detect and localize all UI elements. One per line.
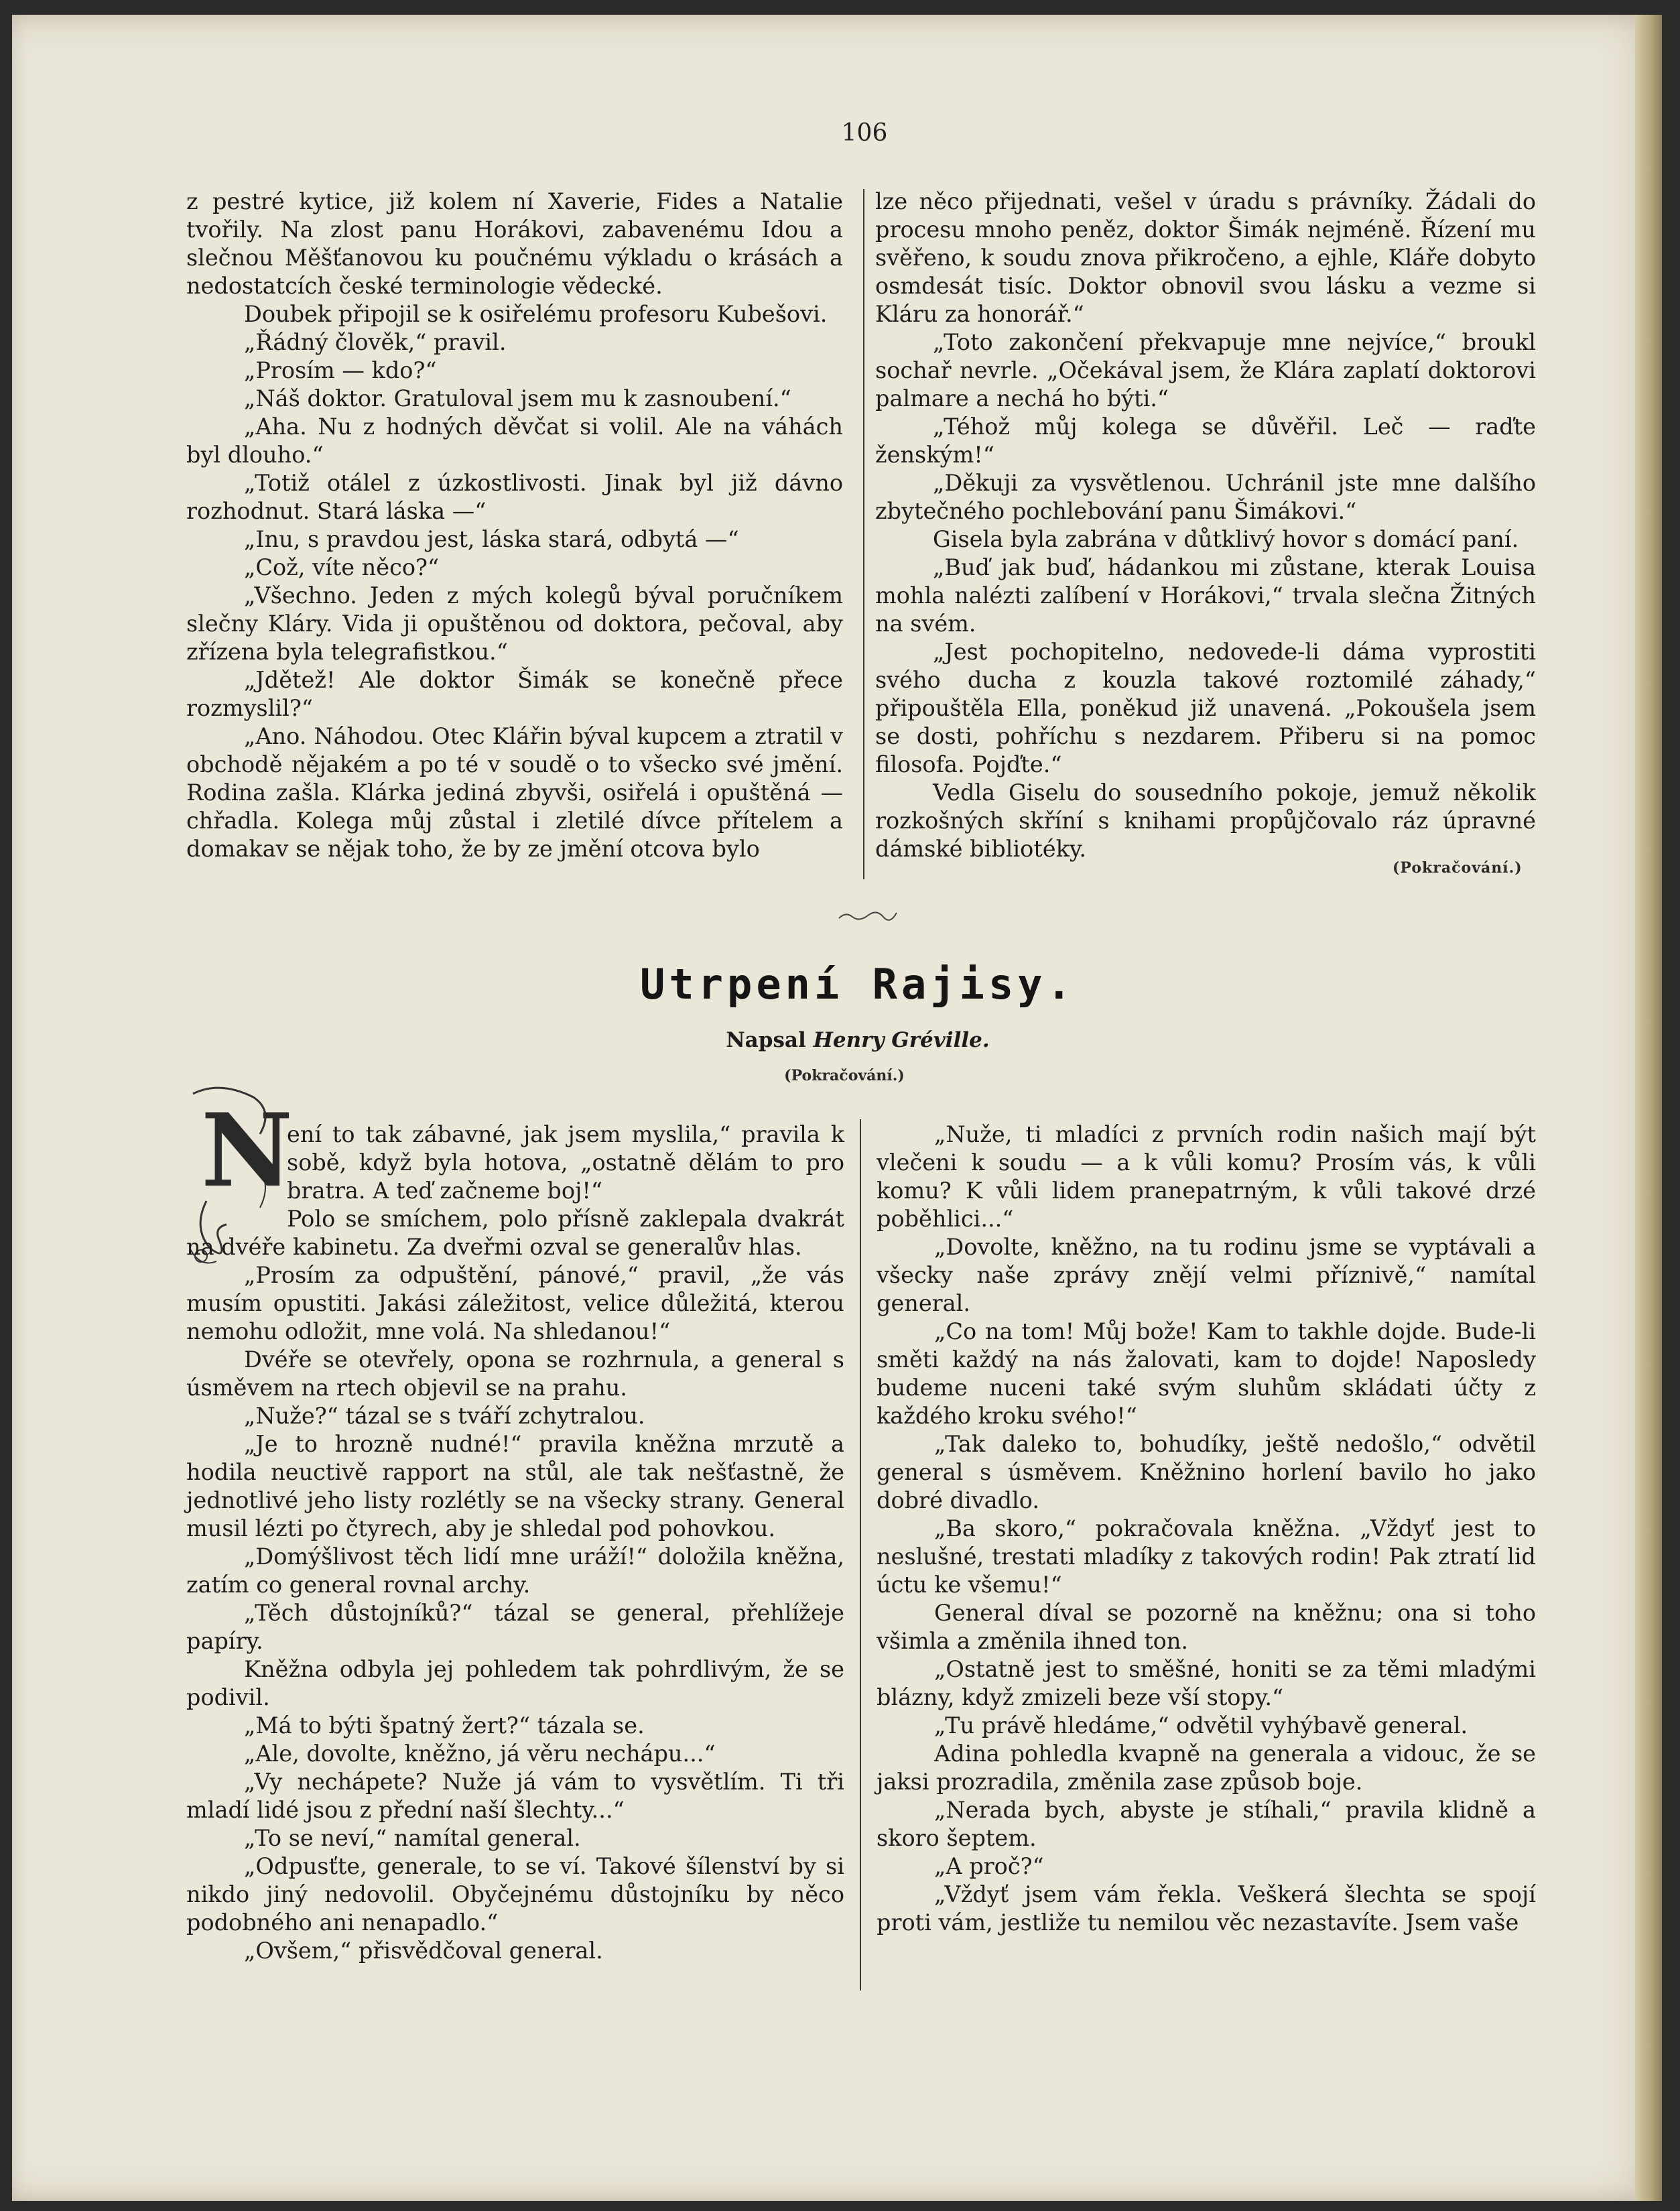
column-top-left — [186, 188, 843, 863]
paragraph: „Ale, dovolte, kněžno, já věru nechápu...“ — [244, 1741, 716, 1767]
dropcap-letter: N — [201, 1092, 294, 1210]
paragraph: „Odpusťte, generale, to se ví. Takové šílenství by si nikdo jiný nedovolil. Obyčejnému důstojníku by něco podobného ani nenapadlo.“ — [186, 1853, 844, 1936]
paragraph: „Ano. Náhodou. Otec Klářin býval kupcem a ztratil v obchodě nějakém a po té v soudě o to všecko své jmění. Rodina zašla. Klárka jediná zbyvši, osiřelá i opuštěná — chřadla. Kolega můj zůstal i zletilé dívce přítelem a domakav se nějak toho, že by ze jmění otcova bylo — [186, 723, 843, 862]
divider-ornament — [838, 909, 898, 922]
paragraph: „Co na tom! Můj bože! Kam to takhle dojde. Bude-li směti každý na nás žalovati, kam to dojde! Naposledy budeme nuceni také svým sluhům skládati účty z každého kroku svého!“ — [877, 1318, 1536, 1429]
paragraph: Doubek připojil se k osiřelému profesoru Kubešovi. — [244, 301, 828, 327]
paragraph: „Těch důstojníků?“ tázal se general, přehlížeje papíry. — [186, 1600, 844, 1654]
paragraph: „Aha. Nu z hodných děvčat si volil. Ale na váhách byl dlouho.“ — [186, 414, 843, 468]
paragraph: „A proč?“ — [934, 1853, 1044, 1879]
paragraph: „Inu, s pravdou jest, láska stará, odbytá —“ — [244, 526, 739, 552]
paragraph: „Ostatně jest to směšné, honiti se za těmi mladými blázny, když zmizeli beze vší stopy.“ — [877, 1656, 1536, 1710]
paragraph: „Téhož můj kolega se důvěřil. Leč — raďte ženským!“ — [875, 414, 1536, 468]
paragraph: „Domýšlivost těch lidí mne uráží!“ doložila kněžna, zatím co general rovnal archy. — [186, 1543, 844, 1598]
paragraph: „Náš doktor. Gratuloval jsem mu k zasnoubení.“ — [244, 385, 791, 412]
paragraph: „Což, víte něco?“ — [244, 554, 440, 580]
column-top-right — [875, 188, 1536, 863]
paragraph: „Prosím za odpuštění, pánové,“ pravil, „že vás musím opustiti. Jakási záležitost, velice důležitá, kterou nemohu odložit, mne volá. Na shledanou!“ — [186, 1262, 844, 1344]
paragraph: „Toto zakončení překvapuje mne nejvíce,“ broukl sochař nevrle. „Očekával jsem, že Klára zaplatí doktorovi palmare a nechá ho býti.“ — [875, 329, 1536, 412]
paragraph: „Buď jak buď, hádankou mi zůstane, kterak Louisa mohla nalézti zalíbení v Horákovi,“ trvala slečna Žitných na svém. — [875, 554, 1536, 637]
paragraph: „Jdětež! Ale doktor Šimák se konečně přece rozmyslil?“ — [186, 667, 843, 721]
article-title: Utrpení Rajisy. — [640, 960, 1076, 1009]
author-name: Henry Gréville. — [813, 1028, 990, 1052]
paragraph: Polo se smíchem, polo přísně zaklepala dvakrát na dvéře kabinetu. Za dveřmi ozval se generalův hlas. — [186, 1206, 844, 1260]
paragraph: „Totiž otálel z úzkostlivosti. Jinak byl již dávno rozhodnut. Stará láska —“ — [186, 470, 843, 524]
paragraph: „Má to býti špatný žert?“ tázala se. — [244, 1712, 645, 1739]
continued-note: (Pokračování.) — [784, 1067, 905, 1084]
paragraph: „To se neví,“ namítal general. — [244, 1825, 581, 1851]
column-bottom-right — [877, 1121, 1536, 1937]
paragraph: „Všechno. Jeden z mých kolegů býval poručníkem slečny Kláry. Vida ji opuštěnou od doktora, pečoval, aby zřízena byla telegrafistkou.“ — [186, 582, 843, 665]
paragraph: „Prosím — kdo?“ — [244, 357, 437, 383]
column-bottom-left — [186, 1121, 844, 1965]
paragraph: „Nuže?“ tázal se s tváří zchytralou. — [244, 1403, 645, 1429]
paragraph: ení to tak zábavné, jak jsem myslila,“ pravila k sobě, když byla hotova, „ostatně dělám to pro bratra. A teď začneme boj!“ — [287, 1121, 844, 1204]
paragraph: Vedla Giselu do sousedního pokoje, jemuž několik rozkošných skříní s knihami propůjčovalo ráz úpravné dámské bibliotéky. — [875, 779, 1536, 862]
paragraph: „Ba skoro,“ pokračovala kněžna. „Vždyť jest to neslušné, trestati mladíky z takových rodin! Pak ztratí lid úctu ke všemu!“ — [877, 1515, 1536, 1598]
paragraph: „Tu právě hledáme,“ odvětil vyhýbavě general. — [934, 1712, 1468, 1739]
paragraph: „Tak daleko to, bohudíky, ještě nedošlo,“ odvětil general s úsměvem. Kněžnino horlení bavilo ho jako dobré divadlo. — [877, 1431, 1536, 1513]
paragraph: „Dovolte, kněžno, na tu rodinu jsme se vyptávali a všecky naše zprávy znějí velmi příznivě,“ namítal general. — [877, 1234, 1536, 1316]
byline — [576, 1028, 1139, 1052]
paragraph: „Vy nechápete? Nuže já vám to vysvětlím. Ti tři mladí lidé jsou z přední naší šlechty...“ — [186, 1769, 844, 1823]
paragraph: General díval se pozorně na kněžnu; ona si toho všimla a změnila ihned ton. — [877, 1600, 1536, 1654]
page-number: 106 — [841, 119, 888, 147]
continued-note-top: (Pokračování.) — [1393, 859, 1523, 877]
paragraph: Adina pohledla kvapně na generala a vidouc, že se jaksi prozradila, změnila zase způsob boje. — [877, 1741, 1536, 1795]
column-divider-top — [863, 189, 864, 879]
paragraph: Kněžna odbyla jej pohledem tak pohrdlivým, že se podivil. — [186, 1656, 844, 1710]
byline-prefix: Napsal — [726, 1028, 806, 1052]
paragraph: „Nuže, ti mladíci z prvních rodin našich mají být vlečeni k soudu — a k vůli komu? Prosím vás, k vůli komu? K vůli lidem pranepatrným, k vůli takové drzé poběhlici...“ — [877, 1121, 1536, 1232]
paragraph: z pestré kytice, již kolem ní Xaverie, Fides a Natalie tvořily. Na zlost panu Horákovi, zabavenému Idou a slečnou Měšťanovou ku poučnému výkladu o krásách a nedostatcích české terminologie vědecké. — [186, 188, 843, 299]
page-edge — [1635, 15, 1662, 2201]
paragraph: „Řádný člověk,“ pravil. — [244, 329, 507, 355]
paragraph: „Nerada bych, abyste je stíhali,“ pravila klidně a skoro šeptem. — [877, 1797, 1536, 1851]
paragraph: lze něco přijednati, vešel v úradu s právníky. Žádali do procesu mnoho peněz, doktor Šimák nejméně. Řízení mu svěřeno, k soudu znova přikročeno, a ejhle, Kláře dobyto osmdesát tisíc. Doktor obnovil svou lásku a vezme si Kláru za honorář.“ — [875, 188, 1536, 327]
paragraph: Dvéře se otevřely, opona se rozhrnula, a general s úsměvem na rtech objevil se na prahu. — [186, 1346, 844, 1401]
paragraph: Gisela byla zabrána v důtklivý hovor s domácí paní. — [933, 526, 1519, 552]
paragraph: „Ovšem,“ přisvědčoval general. — [244, 1938, 603, 1964]
column-divider-bottom — [860, 1119, 861, 1991]
paragraph: „Je to hrozně nudné!“ pravila kněžna mrzutě a hodila neuctivě rapport na stůl, ale tak nešťastně, že jednotlivé jeho listy rozlétly se na všecky strany. General musil lézti po čtyrech, aby je shledal pod pohovkou. — [186, 1431, 844, 1541]
paragraph: „Jest pochopitelno, nedovede-li dáma vyprostiti svého ducha z kouzla takové roztomilé záhady,“ připouštěla Ella, poněkud již unavená. „Pokoušela jsem se dosti, pohříchu s nezdarem. Přiberu si na pomoc filosofa. Pojďte.“ — [875, 639, 1536, 777]
paragraph: „Děkuji za vysvětlenou. Uchránil jste mne dalšího zbytečného pochlebování panu Šimákovi.“ — [875, 470, 1536, 524]
paragraph: „Vždyť jsem vám řekla. Veškerá šlechta se spojí proti vám, jestliže tu nemilou věc nezastavíte. Jsem vaše — [877, 1881, 1536, 1936]
